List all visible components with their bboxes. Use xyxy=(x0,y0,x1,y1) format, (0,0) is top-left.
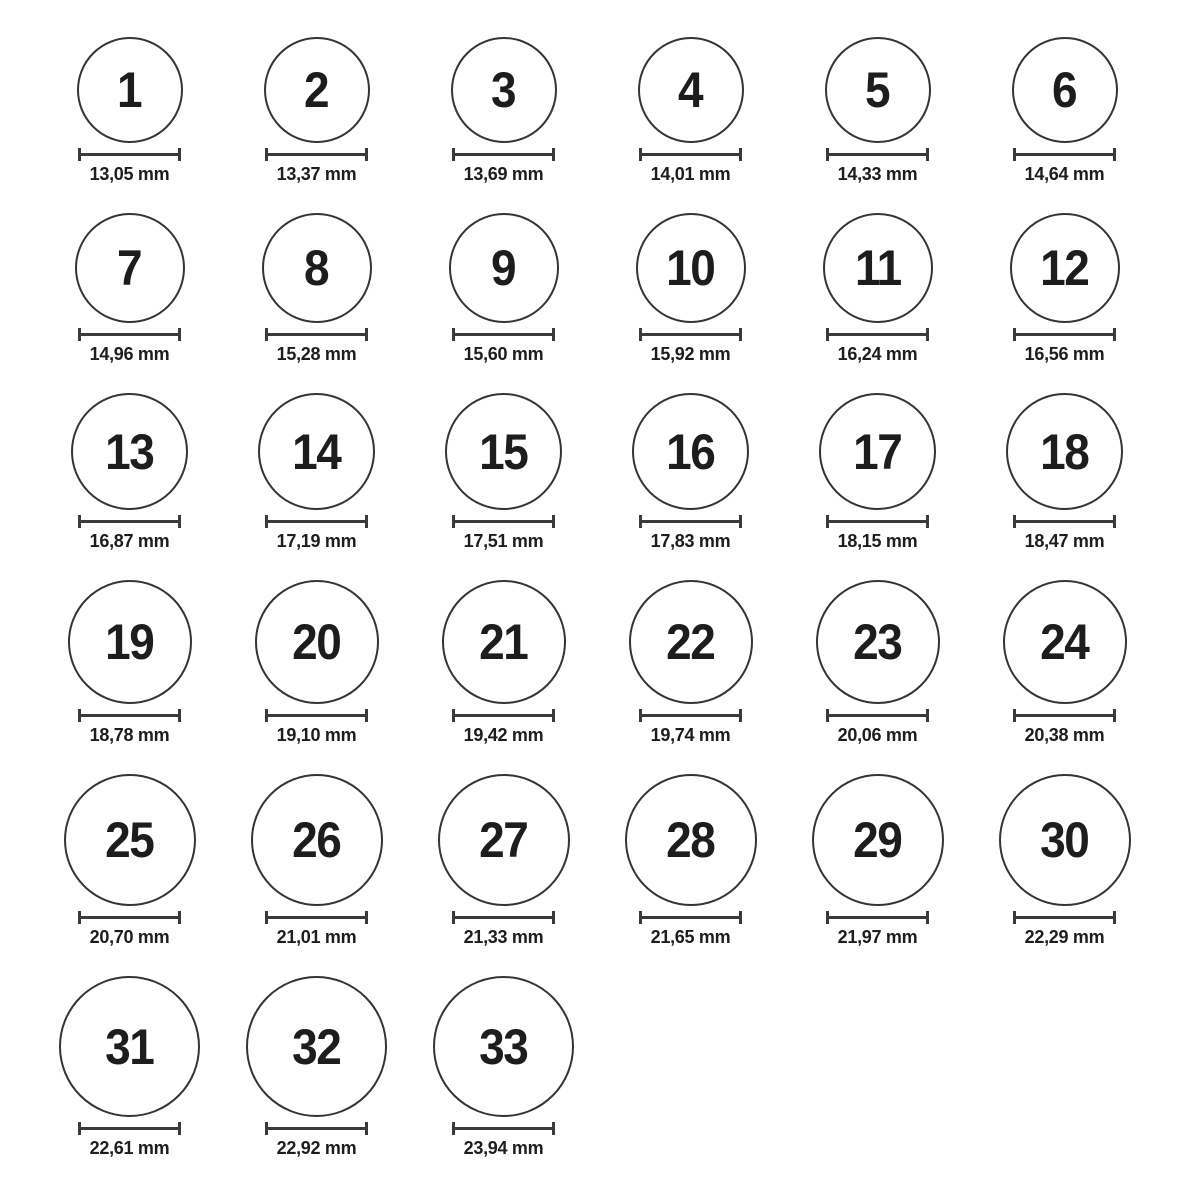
ring-size-number: 29 xyxy=(853,812,902,868)
ring-circle xyxy=(1012,37,1118,143)
diameter-label: 14,96 mm xyxy=(89,344,170,364)
ring-size-number: 5 xyxy=(865,62,890,118)
ring-size-item xyxy=(223,393,410,552)
ring-circle xyxy=(264,37,370,143)
ring-size-item xyxy=(410,393,597,552)
diameter-label: 19,42 mm xyxy=(463,725,544,745)
ring-size-number: 13 xyxy=(105,423,154,480)
diameter-label: 17,51 mm xyxy=(463,531,544,551)
ring-size-item xyxy=(223,976,410,1159)
ring-circle xyxy=(823,213,933,323)
ring-circle xyxy=(64,774,196,906)
ring-size-item xyxy=(971,37,1158,185)
diameter-label: 16,87 mm xyxy=(89,531,170,551)
ring-size-number: 18 xyxy=(1040,423,1089,480)
diameter-measure-line xyxy=(639,148,742,161)
diameter-measure-line xyxy=(452,148,555,161)
ring-size-number: 24 xyxy=(1040,614,1089,670)
diameter-measure-line xyxy=(265,1122,368,1135)
ring-size-number: 21 xyxy=(479,614,528,670)
diameter-label: 19,74 mm xyxy=(650,725,731,745)
ring-size-number: 11 xyxy=(854,240,901,296)
diameter-label: 13,69 mm xyxy=(463,164,544,184)
diameter-label: 21,97 mm xyxy=(837,927,918,947)
ring-size-item xyxy=(36,213,223,365)
diameter-measure-line xyxy=(1013,709,1116,722)
diameter-measure-line xyxy=(826,709,929,722)
ring-size-number: 19 xyxy=(105,614,154,670)
diameter-label: 14,64 mm xyxy=(1024,164,1105,184)
ring-circle xyxy=(632,393,749,510)
ring-size-number: 7 xyxy=(117,240,142,296)
diameter-label: 20,38 mm xyxy=(1024,725,1105,745)
ring-size-item xyxy=(784,37,971,185)
ring-circle xyxy=(638,37,744,143)
ring-size-number: 31 xyxy=(105,1018,154,1075)
ring-size-number: 16 xyxy=(666,423,715,480)
ring-circle xyxy=(816,580,940,704)
diameter-label: 20,06 mm xyxy=(837,725,918,745)
ring-size-item xyxy=(971,774,1158,948)
ring-circle xyxy=(1010,213,1120,323)
ring-size-number: 17 xyxy=(853,423,902,480)
ring-size-item xyxy=(223,774,410,948)
ring-size-number: 6 xyxy=(1052,62,1077,118)
ring-size-item xyxy=(36,37,223,185)
ring-size-number: 22 xyxy=(666,614,715,670)
diameter-measure-line xyxy=(265,709,368,722)
diameter-measure-line xyxy=(639,709,742,722)
ring-size-item xyxy=(971,393,1158,552)
ring-circle xyxy=(442,580,566,704)
ring-size-number: 2 xyxy=(304,62,329,118)
ring-size-item xyxy=(784,213,971,365)
diameter-measure-line xyxy=(78,709,181,722)
ring-size-number: 28 xyxy=(666,812,715,868)
diameter-measure-line xyxy=(1013,328,1116,341)
ring-circle xyxy=(71,393,188,510)
ring-size-item xyxy=(410,37,597,185)
ring-circle xyxy=(451,37,557,143)
ring-size-number: 26 xyxy=(292,812,341,868)
ring-size-item xyxy=(36,580,223,746)
diameter-label: 21,33 mm xyxy=(463,927,544,947)
diameter-label: 19,10 mm xyxy=(276,725,357,745)
diameter-measure-line xyxy=(78,1122,181,1135)
ring-size-item xyxy=(410,774,597,948)
ring-size-item xyxy=(971,213,1158,365)
ring-circle xyxy=(636,213,746,323)
ring-circle xyxy=(629,580,753,704)
ring-circle xyxy=(251,774,383,906)
ring-circle xyxy=(825,37,931,143)
ring-size-number: 32 xyxy=(292,1018,341,1075)
ring-circle xyxy=(812,774,944,906)
ring-row xyxy=(36,393,1200,552)
ring-circle xyxy=(246,976,387,1117)
diameter-measure-line xyxy=(1013,515,1116,528)
diameter-measure-line xyxy=(452,911,555,924)
ring-size-item xyxy=(410,976,597,1159)
ring-circle xyxy=(1003,580,1127,704)
ring-size-number: 10 xyxy=(666,240,715,296)
ring-size-item xyxy=(36,976,223,1159)
diameter-label: 18,15 mm xyxy=(837,531,918,551)
diameter-label: 17,19 mm xyxy=(276,531,357,551)
ring-size-number: 15 xyxy=(479,423,528,480)
diameter-measure-line xyxy=(1013,911,1116,924)
diameter-measure-line xyxy=(265,911,368,924)
diameter-measure-line xyxy=(452,328,555,341)
ring-size-item xyxy=(597,37,784,185)
diameter-measure-line xyxy=(78,328,181,341)
ring-size-number: 1 xyxy=(117,62,142,118)
diameter-label: 21,01 mm xyxy=(276,927,357,947)
ring-size-item xyxy=(410,580,597,746)
diameter-label: 15,60 mm xyxy=(463,344,544,364)
diameter-measure-line xyxy=(639,515,742,528)
ring-size-number: 14 xyxy=(292,423,341,480)
diameter-measure-line xyxy=(452,515,555,528)
diameter-label: 17,83 mm xyxy=(650,531,731,551)
diameter-measure-line xyxy=(265,515,368,528)
ring-row xyxy=(36,37,1200,185)
ring-size-item xyxy=(223,580,410,746)
diameter-label: 23,94 mm xyxy=(463,1138,544,1158)
ring-size-item xyxy=(784,393,971,552)
diameter-measure-line xyxy=(452,709,555,722)
diameter-label: 20,70 mm xyxy=(89,927,170,947)
ring-circle xyxy=(819,393,936,510)
diameter-measure-line xyxy=(78,148,181,161)
diameter-label: 18,78 mm xyxy=(89,725,170,745)
ring-size-number: 30 xyxy=(1040,812,1089,868)
ring-size-item xyxy=(597,774,784,948)
ring-circle xyxy=(68,580,192,704)
diameter-label: 14,01 mm xyxy=(650,164,731,184)
ring-size-item xyxy=(971,580,1158,746)
diameter-measure-line xyxy=(639,911,742,924)
diameter-measure-line xyxy=(826,328,929,341)
ring-size-number: 33 xyxy=(479,1018,528,1075)
ring-circle xyxy=(75,213,185,323)
diameter-label: 22,61 mm xyxy=(89,1138,170,1158)
diameter-measure-line xyxy=(639,328,742,341)
diameter-measure-line xyxy=(452,1122,555,1135)
diameter-measure-line xyxy=(265,328,368,341)
ring-size-number: 23 xyxy=(853,614,902,670)
ring-size-item xyxy=(223,37,410,185)
ring-circle xyxy=(445,393,562,510)
diameter-measure-line xyxy=(826,148,929,161)
ring-size-number: 27 xyxy=(479,812,528,868)
diameter-label: 15,92 mm xyxy=(650,344,731,364)
diameter-measure-line xyxy=(826,515,929,528)
diameter-label: 16,24 mm xyxy=(837,344,918,364)
ring-size-number: 4 xyxy=(678,62,703,118)
ring-size-item xyxy=(36,393,223,552)
diameter-label: 21,65 mm xyxy=(650,927,731,947)
diameter-measure-line xyxy=(78,515,181,528)
ring-circle xyxy=(258,393,375,510)
ring-size-item xyxy=(410,213,597,365)
ring-size-number: 8 xyxy=(304,240,329,296)
ring-circle xyxy=(262,213,372,323)
ring-size-item xyxy=(784,580,971,746)
ring-circle xyxy=(625,774,757,906)
ring-size-number: 12 xyxy=(1040,240,1089,296)
ring-row xyxy=(36,976,1200,1159)
ring-size-number: 20 xyxy=(292,614,341,670)
ring-size-item xyxy=(223,213,410,365)
ring-circle xyxy=(59,976,200,1117)
ring-size-item xyxy=(597,580,784,746)
diameter-measure-line xyxy=(1013,148,1116,161)
diameter-measure-line xyxy=(826,911,929,924)
diameter-label: 18,47 mm xyxy=(1024,531,1105,551)
ring-size-number: 25 xyxy=(105,812,154,868)
ring-circle xyxy=(1006,393,1123,510)
ring-circle xyxy=(999,774,1131,906)
ring-circle xyxy=(255,580,379,704)
ring-size-item xyxy=(597,213,784,365)
ring-row xyxy=(36,580,1200,746)
diameter-label: 16,56 mm xyxy=(1024,344,1105,364)
ring-circle xyxy=(449,213,559,323)
ring-size-number: 3 xyxy=(491,62,516,118)
diameter-label: 13,37 mm xyxy=(276,164,357,184)
ring-size-item xyxy=(784,774,971,948)
diameter-label: 22,92 mm xyxy=(276,1138,357,1158)
diameter-measure-line xyxy=(78,911,181,924)
ring-circle xyxy=(438,774,570,906)
ring-size-number: 9 xyxy=(491,240,516,296)
ring-row xyxy=(36,774,1200,948)
ring-circle xyxy=(433,976,574,1117)
ring-size-item xyxy=(597,393,784,552)
diameter-label: 15,28 mm xyxy=(276,344,357,364)
ring-circle xyxy=(77,37,183,143)
diameter-label: 22,29 mm xyxy=(1024,927,1105,947)
diameter-measure-line xyxy=(265,148,368,161)
diameter-label: 14,33 mm xyxy=(837,164,918,184)
ring-row xyxy=(36,213,1200,365)
ring-size-item xyxy=(36,774,223,948)
diameter-label: 13,05 mm xyxy=(89,164,170,184)
